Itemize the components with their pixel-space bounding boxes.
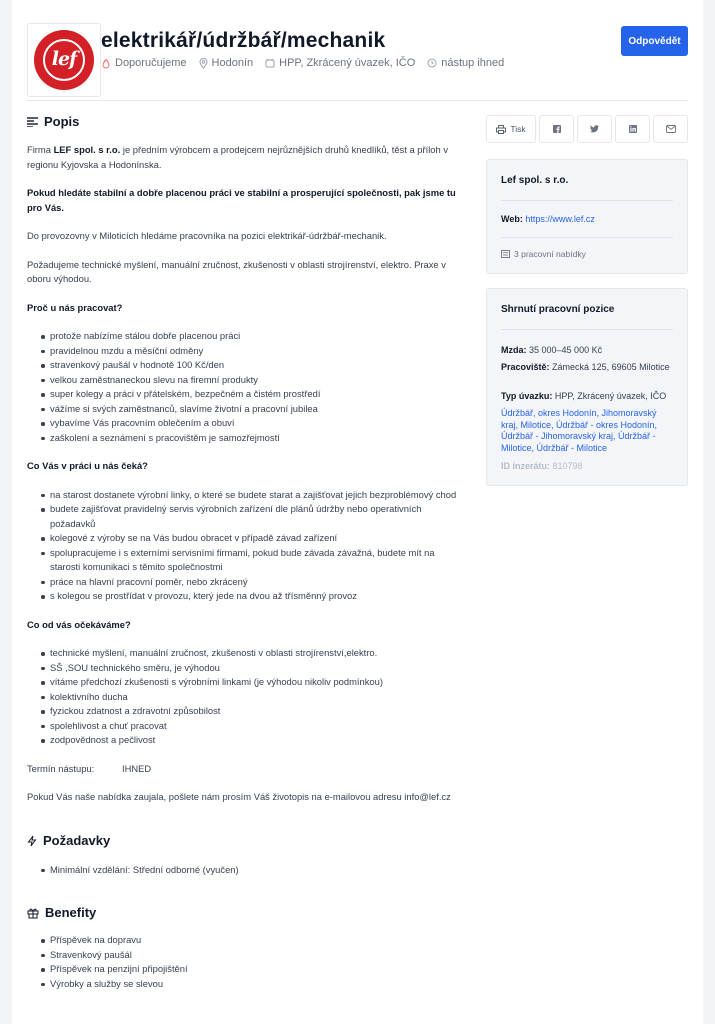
list-item: velkou zaměstnaneckou slevu na firemní produkty: [27, 373, 467, 388]
meta-recommended: Doporučujeme: [101, 57, 187, 69]
job-description: [27, 114, 467, 991]
benefits-heading: Benefity: [27, 905, 467, 921]
clock-icon: [427, 58, 437, 68]
twitter-icon: [590, 125, 599, 133]
list-item: zodpovědnost a pečlivost: [27, 733, 467, 748]
company-card: [486, 159, 688, 274]
list-item: protože nabízíme stálou dobře placenou práci: [27, 329, 467, 344]
closing-paragraph: Pokud Vás naše nabídka zaujala, pošlete nám prosím Váš životopis na e-mailovou adresu info@lef.cz: [27, 791, 451, 802]
meta-location: Hodonín: [199, 57, 254, 69]
company-offers-link[interactable]: 3 pracovní nabídky: [501, 249, 586, 259]
share-toolbar: [486, 115, 688, 143]
linkedin-icon: [629, 125, 637, 133]
requirements-list: [27, 863, 467, 878]
intro-company-name: LEF spol. s r.o.: [53, 144, 121, 155]
requirements-heading: Požadavky: [27, 833, 467, 849]
company-web: Web: https://www.lef.cz: [501, 214, 595, 224]
printer-icon: [496, 125, 506, 134]
list-item: fyzickou zdatnost a zdravotní způsobilost: [27, 704, 467, 719]
sidebar: [486, 115, 688, 471]
list-item: zaškolení a seznámení s pracovištěm je samozřejmostí: [27, 431, 467, 446]
job-summary-card: [486, 288, 688, 486]
logo-text: lef: [51, 48, 77, 70]
summary-id: ID inzerátu: 810798: [501, 461, 583, 471]
why-list: [27, 329, 467, 445]
list-item: kolektivního ducha: [27, 690, 467, 705]
envelope-icon: [666, 125, 676, 133]
list-item: vybavíme Vás pracovním oblečením a obuví: [27, 416, 467, 431]
share-facebook-button[interactable]: [539, 115, 574, 143]
what-heading: Co Vás v práci u nás čeká?: [27, 460, 148, 471]
lightning-icon: [27, 835, 37, 847]
job-meta: [101, 57, 516, 69]
print-button[interactable]: Tisk: [486, 115, 536, 143]
list-item: pravidelnou mzdu a měsíční odměny: [27, 344, 467, 359]
list-item: budete zajišťovat pravidelný servis výrobních zařízení dle plánů údržby nebo operativních požadavků: [27, 502, 467, 531]
list-item: Výrobky a služby se slevou: [27, 977, 467, 992]
list-item: práce na hlavní pracovní poměr, nebo zkrácený: [27, 575, 467, 590]
benefits-list: [27, 933, 467, 991]
company-web-link[interactable]: https://www.lef.cz: [525, 214, 595, 224]
list-item: spolupracujeme i s externími servisními firmami, pokud bude závada závažná, budete mít na starosti komunikaci s těmito společnostmi: [27, 546, 467, 575]
apply-button[interactable]: Odpovědět: [621, 26, 688, 56]
summary-tags[interactable]: Údržbář, okres Hodonín, Jihomoravský kraj, Milotice, Údržbář - okres Hodonín, Údržbář - Jihomoravský kraj, Údržbář - Milotice, Údržbář - Milotice: [501, 408, 658, 453]
description-heading: Popis: [27, 114, 467, 130]
list-item: Minimální vzdělání: Střední odborné (vyučen): [27, 863, 467, 878]
summary-contract: Typ úvazku: HPP, Zkrácený úvazek, IČO: [501, 391, 667, 401]
list-item: kolegové z výroby se na Vás budou obracet v případě závad zařízení: [27, 531, 467, 546]
facebook-icon: [553, 125, 561, 133]
list-item: na starost dostanete výrobní linky, o které se budete starat a zajišťovat jejich bezproblémový chod: [27, 488, 467, 503]
list-item: SŠ ,SOU technického směru, je výhodou: [27, 661, 467, 676]
list-item: stravenkový paušál v hodnotě 100 Kč/den: [27, 358, 467, 373]
page: [12, 0, 703, 1024]
gift-icon: [27, 907, 39, 919]
summary-salary: Mzda: 35 000–45 000 Kč: [501, 345, 603, 355]
share-email-button[interactable]: [653, 115, 688, 143]
list-item: vítáme předchozí zkušenosti s výrobními linkami (je výhodou nikoliv podmínkou): [27, 675, 467, 690]
summary-title: Shrnutí pracovní pozice: [501, 304, 615, 315]
list-item: s kolegou se prostřídat v provozu, který jede na dvou až třísměnný provoz: [27, 589, 467, 604]
company-logo[interactable]: [27, 23, 101, 97]
company-name: Lef spol. s r.o.: [501, 175, 569, 186]
list-item: spolehlivost a chuť pracovat: [27, 719, 467, 734]
map-pin-icon: [199, 58, 208, 69]
list-item: Příspěvek na penzijní připojištění: [27, 962, 467, 977]
summary-workplace: Pracoviště: Zámecká 125, 69605 Milotice: [501, 362, 670, 372]
calendar-icon: [265, 58, 275, 68]
list-item: vážíme si svých zaměstnanců, slavíme životní a pracovní jubilea: [27, 402, 467, 417]
highlight-paragraph: Pokud hledáte stabilní a dobře placenou práci ve stabilní a prosperující společnosti, pak jsme tu pro Vás.: [27, 187, 456, 213]
list-item: Příspěvek na dopravu: [27, 933, 467, 948]
job-title: elektrikář/údržbář/mechanik: [101, 29, 386, 52]
intro-paragraph: Firma LEF spol. s r.o. je předním výrobcem a prodejcem nejrůznějších druhů knedlíků, těst a příloh v regionu Kyjovska a Hodonínska.: [27, 144, 449, 170]
list-item: technické myšlení, manuální zručnost, zkušenosti v oblasti strojírenství,elektro.: [27, 646, 467, 661]
expect-list: [27, 646, 467, 748]
flame-icon: [101, 58, 111, 69]
header-divider: [27, 100, 688, 101]
meta-start: nástup ihned: [427, 57, 504, 69]
position-paragraph: Do provozovny v Miloticích hledáme pracovníka na pozici elektrikář-údržbář-mechanik.: [27, 230, 387, 241]
start-date: Termín nástupu: IHNED: [27, 762, 152, 774]
what-list: [27, 488, 467, 604]
meta-employment: HPP, Zkrácený úvazek, IČO: [265, 57, 415, 69]
share-linkedin-button[interactable]: [615, 115, 650, 143]
text-align-icon: [27, 117, 38, 127]
requirements-paragraph: Požadujeme technické myšlení, manuální zručnost, zkušenosti v oblasti strojírenství, elektro. Praxe v oboru výhodou.: [27, 258, 446, 284]
expect-heading: Co od vás očekáváme?: [27, 618, 131, 630]
why-heading: Proč u nás pracovat?: [27, 301, 123, 313]
list-item: super kolegy a práci v přátelském, bezpečném a čistém prostředí: [27, 387, 467, 402]
list-item: Stravenkový paušál: [27, 948, 467, 963]
job-header: [12, 0, 703, 100]
share-twitter-button[interactable]: [577, 115, 612, 143]
list-icon: [501, 250, 510, 258]
